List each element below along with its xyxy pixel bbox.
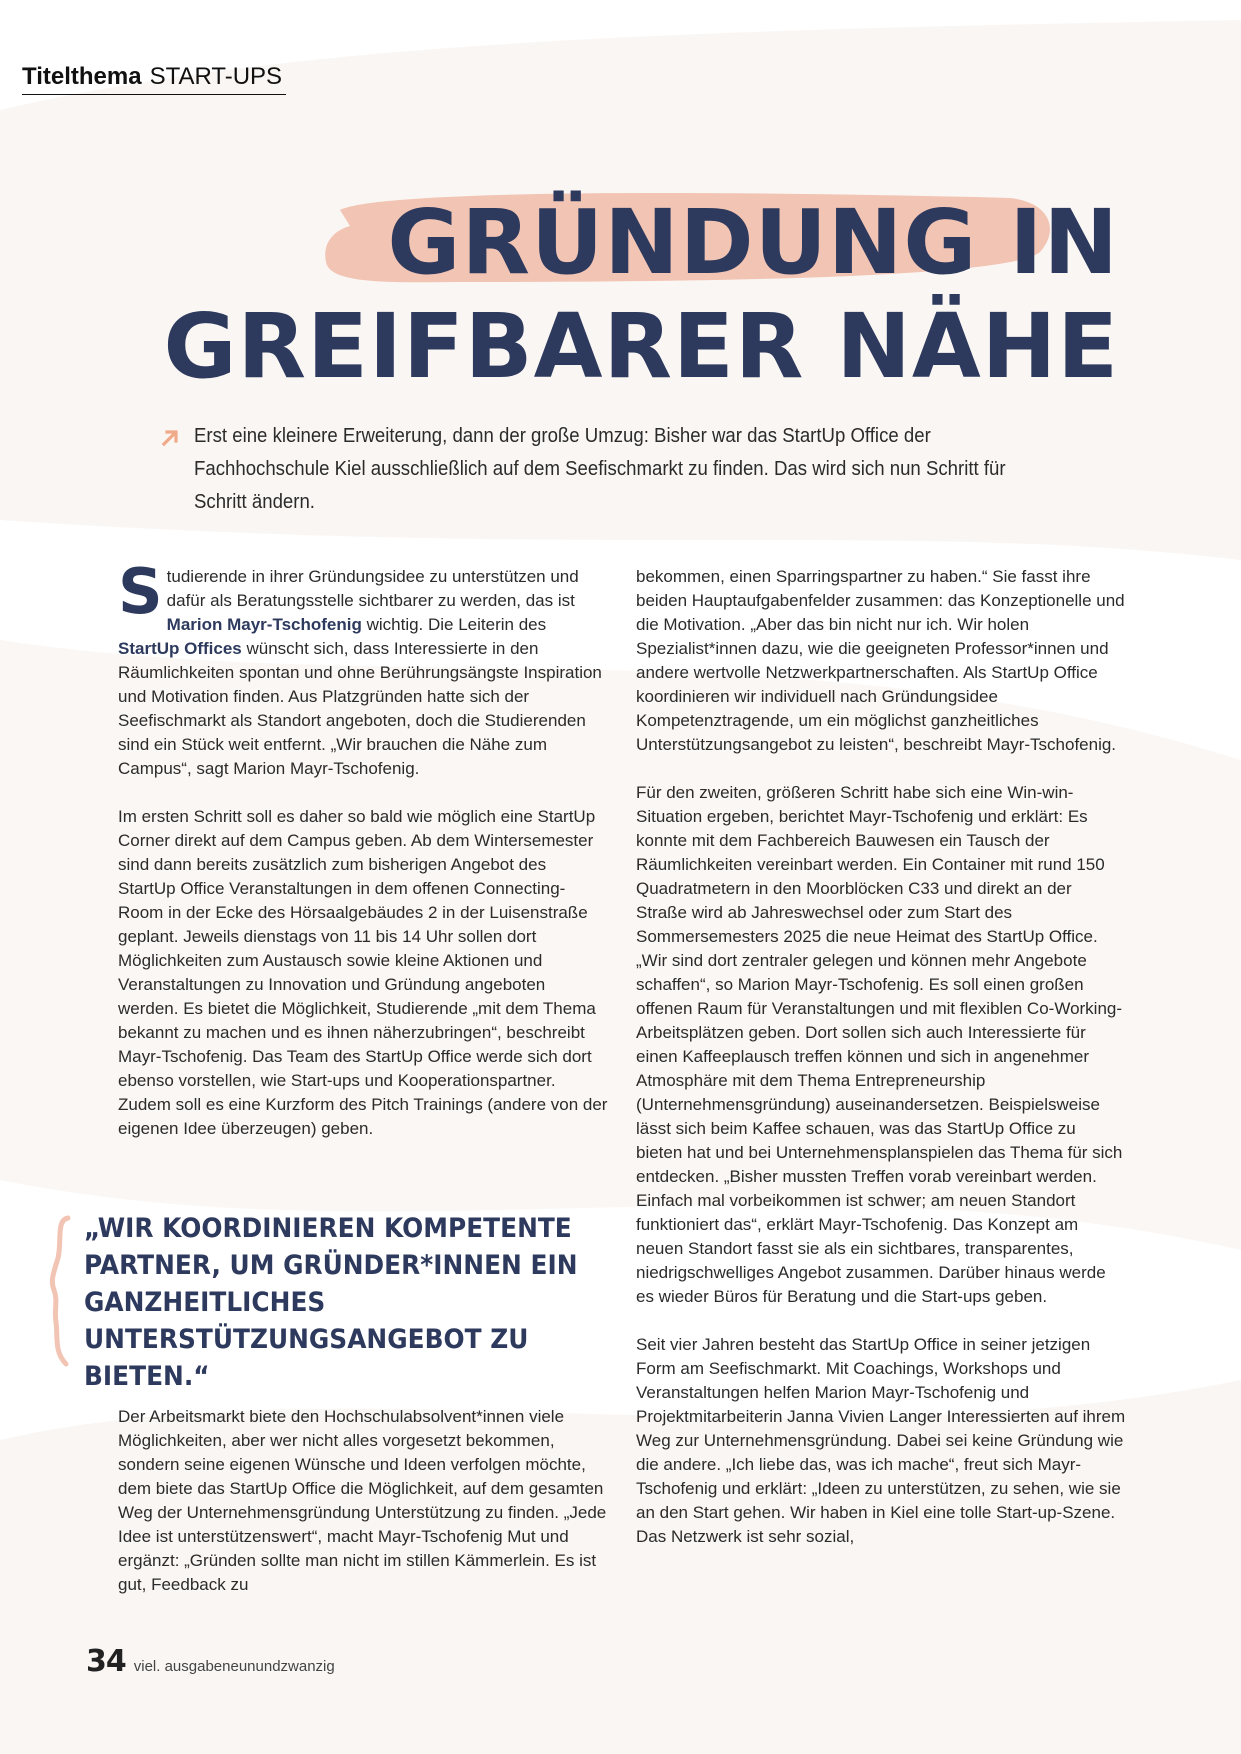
- section-header: [22, 62, 286, 95]
- office-name-highlight: StartUp Offices: [118, 639, 242, 658]
- paragraph-text: wichtig. Die Leiterin des: [361, 615, 547, 634]
- headline-line-2: GREIFBARER NÄHE: [163, 294, 1119, 398]
- curly-brace-icon: [48, 1214, 76, 1369]
- article-paragraph-2: Im ersten Schritt soll es daher so bald wie möglich eine StartUp Corner direkt auf dem Campus geben. Ab dem Wintersemester sind dann bereits zusätzlich zum bisherigen Angebot des StartUp Office Veranstaltungen in dem offenen Connecting-Room in der Ecke des Hörsaalgebäudes 2 in der Luisenstraße geplant. Jeweils dienstags von 11 bis 14 Uhr sollen dort Möglichkeiten zum Austausch sowie kleine Aktionen und Veranstaltungen zu Innovation und Gründung angeboten werden. Es bietet die Möglichkeit, Studierende „mit dem Thema bekannt zu machen und es ihnen näherzubringen“, beschreibt Mayr-Tschofenig. Das Team des StartUp Office werde sich dort ebenso vorstellen, wie Start-ups und Kooperationspartner. Zudem soll es eine Kurzform des Pitch Trainings (andere von der eigenen Idee überzeugen) geben.: [118, 807, 608, 1138]
- headline-block: [0, 190, 1241, 410]
- article-paragraph-3: Der Arbeitsmarkt biete den Hochschulabsolvent*innen viele Möglichkeiten, aber wer nicht alles vorgesetzt bekommen, sondern seine eigenen Wünsche und Ideen verfolgen möchte, dem biete das StartUp Office die Möglichkeit, auf dem gesamten Weg der Unternehmensgründung Unterstützung zu finden. „Jede Idee ist unterstützenswert“, macht Mayr-Tschofenig Mut und ergänzt: „Gründen sollte man nicht im stillen Kämmerlein. Es ist gut, Feedback zu: [118, 1407, 607, 1594]
- page-footer: [86, 1644, 335, 1679]
- article-paragraph-6: Seit vier Jahren besteht das StartUp Office in seiner jetzigen Form am Seefischmarkt. Mit Coachings, Workshops und Veranstaltungen helfen Marion Mayr-Tschofenig und Projektmitarbeiterin Janna Vivien Langer Interessierten auf ihrem Weg zur Unternehmensgründung. Dabei sei keine Gründung wie die andere. „Ich liebe das, was ich mache“, freut sich Mayr-Tschofenig und erklärt: „Ideen zu unterstützen, zu sehen, wie sie an den Start gehen. Wir haben in Kiel eine tolle Start-up-Szene. Das Netzwerk ist sehr sozial,: [636, 1335, 1126, 1546]
- pull-quote: [48, 1210, 608, 1392]
- section-title: START-UPS: [149, 63, 283, 90]
- article-paragraph-4: bekommen, einen Sparringspartner zu haben.“ Sie fasst ihre beiden Hauptaufgabenfelder zusammen: das Konzeptionelle und die Motivation. „Aber das bin nicht nur ich. Wir holen Spezialist*innen dazu, wie die geeigneten Professor*innen und andere wertvolle Netzwerkpartnerschaften. Als StartUp Office koordinieren wir individuell nach Gründungsidee Kompetenztragende, um ein möglichst ganzheitliches Unterstützungsangebot zu leisten“, beschreibt Mayr-Tschofenig.: [636, 567, 1125, 754]
- paragraph-text: wünscht sich, dass Interessierte in den Räumlichkeiten spontan und ohne Berührungsängste Inspiration und Motivation finden. Aus Platzgründen hatte sich der Seefischmarkt als Standort angeboten, doch die Studierenden sind ein Stück weit entfernt. „Wir brauchen die Nähe zum Campus“, sagt Marion Mayr-Tschofenig.: [118, 639, 602, 778]
- drop-cap: S: [118, 555, 163, 628]
- person-name-highlight: Marion Mayr-Tschofenig: [166, 615, 362, 634]
- headline-line-1: GRÜNDUNG IN: [387, 190, 1119, 294]
- headline: [164, 190, 1120, 398]
- paragraph-text: tudierende in ihrer Gründungsidee zu unterstützen und dafür als Beratungsstelle sichtbarer zu werden, das ist: [166, 567, 579, 610]
- magazine-issue: viel. ausgabeneunundzwanzig: [133, 1658, 335, 1675]
- page-number: 34: [86, 1644, 126, 1679]
- arrow-up-right-icon: [160, 428, 180, 448]
- section-kicker: Titelthema: [22, 63, 142, 90]
- pull-quote-text: „WIR KOORDINIEREN KOMPETENTE PARTNER, UM GRÜNDER*INNEN EIN GANZHEITLICHES UNTERSTÜTZUNGSANGEBOT ZU BIETEN.“: [84, 1213, 578, 1392]
- article-paragraph-5: Für den zweiten, größeren Schritt habe sich eine Win-win-Situation ergeben, berichtet Mayr-Tschofenig und erklärt: Es konnte mit dem Fachbereich Bauwesen ein Tausch der Räumlichkeiten vereinbart werden. Ein Container mit rund 150 Quadratmetern in den Moorblöcken C33 und direkt an der Straße wird ab Jahreswechsel oder zum Start des Sommersemesters 2025 die neue Heimat des StartUp Office. „Wir sind dort zentraler gelegen und können mehr Angebote schaffen“, so Marion Mayr-Tschofenig. Es soll einen großen offenen Raum für Veranstaltungen und mit flexiblen Co-Working-Arbeitsplätzen geben. Dort sollen sich auch Interessierte für einen Kaffeeplausch treffen können und sich in angenehmer Atmosphäre mit dem Thema Entrepreneurship (Unternehmensgründung) auseinandersetzen. Beispielsweise lässt sich beim Kaffee schauen, was das StartUp Office zu bieten hat und bei Unternehmensplanspielen das Thema für sich entdecken. „Bisher mussten Treffen vorab vereinbart werden. Einfach mal vorbeikommen ist schwer; am neuen Standort funktioniert das“, erklärt Mayr-Tschofenig. Das Konzept am neuen Standort fasst sie als ein sichtbares, transparentes, niedrigschwelliges Angebot zusammen. Darüber hinaus werde es wieder Büros für Beratung und die Start-ups geben.: [636, 783, 1123, 1306]
- article-column-right: [636, 565, 1126, 1573]
- lead-text: Erst eine kleinere Erweiterung, dann der große Umzug: Bisher war das StartUp Office der Fachhochschule Kiel ausschließlich auf dem Seefischmarkt zu finden. Das wird sich nun Schritt für Schritt ändern.: [194, 425, 1006, 513]
- article-paragraph-1: [118, 555, 608, 781]
- article-column-left-bottom: [118, 1405, 608, 1597]
- article-column-left: [118, 555, 608, 1165]
